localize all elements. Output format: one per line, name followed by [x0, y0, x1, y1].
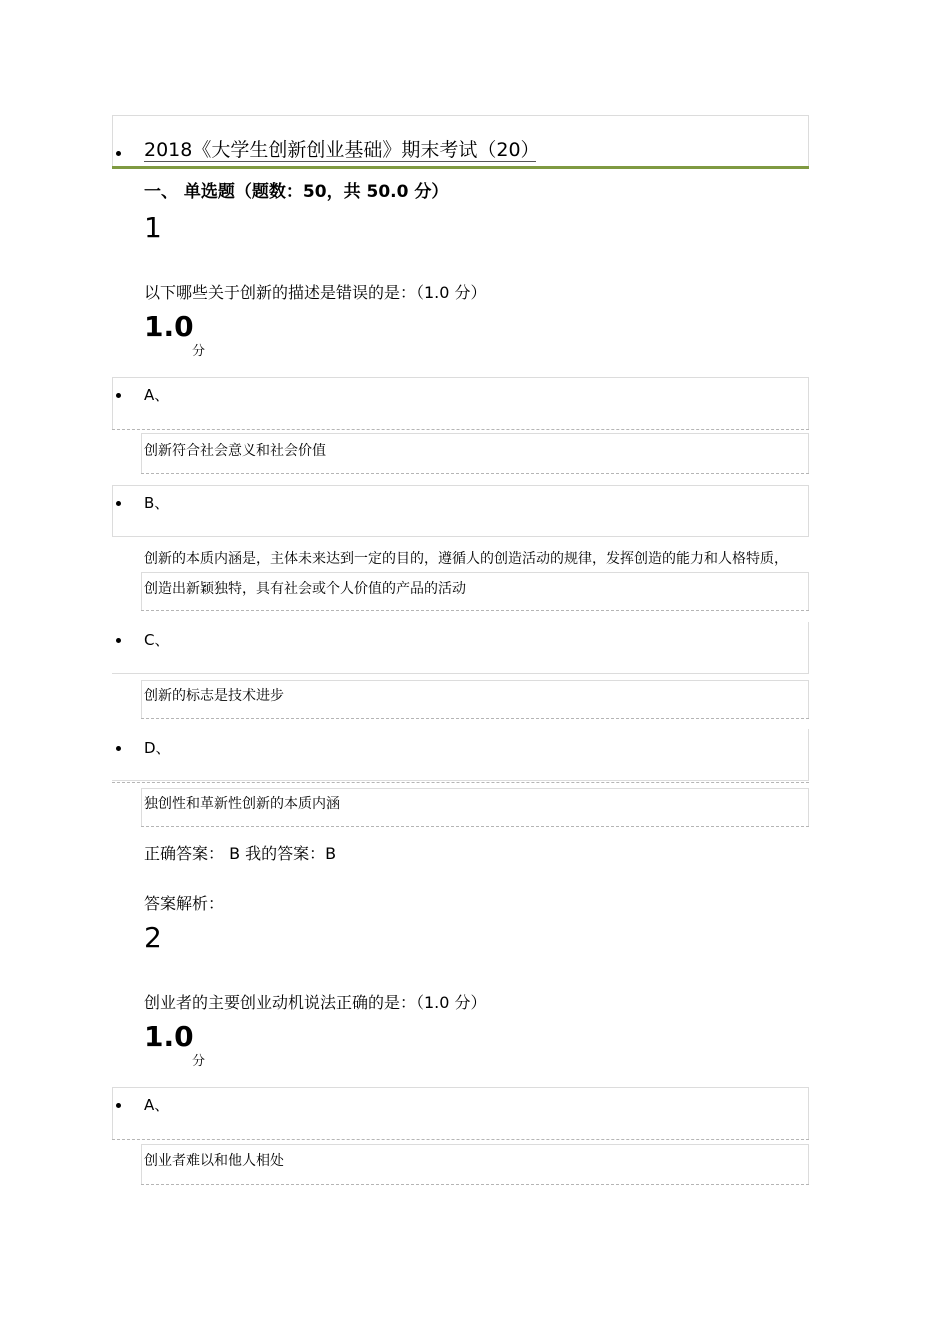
option-b-text-line1: 创新的本质内涵是，主体未来达到一定的目的，遵循人的创造活动的规律，发挥创造的能力和人格特质，: [144, 551, 788, 567]
correct-answer: 正确答案： B 我的答案：B: [144, 844, 337, 863]
option-a-label[interactable]: A、: [144, 386, 170, 404]
option-c-bullet: [116, 638, 121, 643]
option-a-bullet: [116, 393, 121, 398]
question-score-unit: 分: [192, 344, 206, 359]
option-a-frame[interactable]: [112, 377, 809, 429]
question-number: 1: [144, 211, 162, 244]
option-d-frame[interactable]: [112, 729, 809, 781]
question-number: 2: [144, 921, 162, 954]
option-divider: [141, 473, 809, 474]
option-d-bullet: [116, 746, 121, 751]
option-divider: [141, 610, 809, 611]
option-divider: [112, 1139, 809, 1140]
option-c-text: 创新的标志是技术进步: [144, 688, 284, 704]
option-divider: [112, 782, 809, 783]
option-divider: [141, 1184, 809, 1185]
option-a-frame[interactable]: [112, 1087, 809, 1139]
option-c-frame[interactable]: [112, 622, 809, 674]
option-d-text: 独创性和革新性创新的本质内涵: [144, 796, 340, 812]
exam-title[interactable]: 2018《大学生创新创业基础》期末考试（20）: [144, 139, 540, 161]
question-score-unit: 分: [192, 1054, 206, 1069]
question-score: 1.0: [144, 310, 194, 343]
option-c-label[interactable]: C、: [144, 631, 170, 649]
option-a-text: 创新符合社会意义和社会价值: [144, 443, 326, 459]
option-a-text: 创业者难以和他人相处: [144, 1153, 284, 1169]
option-a-label[interactable]: A、: [144, 1096, 170, 1114]
option-divider: [141, 826, 809, 827]
question-score: 1.0: [144, 1020, 194, 1053]
option-divider: [141, 718, 809, 719]
option-b-label[interactable]: B、: [144, 494, 170, 512]
option-a-bullet: [116, 1103, 121, 1108]
answer-analysis: 答案解析：: [144, 894, 225, 913]
title-bullet: [116, 151, 121, 156]
question-text: 以下哪些关于创新的描述是错误的是：（1.0 分）: [144, 283, 487, 302]
question-text: 创业者的主要创业动机说法正确的是：（1.0 分）: [144, 993, 487, 1012]
title-divider: [112, 166, 809, 169]
option-b-frame[interactable]: [112, 485, 809, 537]
option-b-bullet: [116, 501, 121, 506]
option-b-text-line2: 创造出新颖独特，具有社会或个人价值的产品的活动: [144, 581, 466, 597]
exam-title-underline: [144, 161, 536, 162]
option-d-label[interactable]: D、: [144, 739, 171, 757]
section-heading: 一、 单选题（题数：50，共 50.0 分）: [144, 182, 449, 202]
option-divider: [112, 429, 809, 430]
